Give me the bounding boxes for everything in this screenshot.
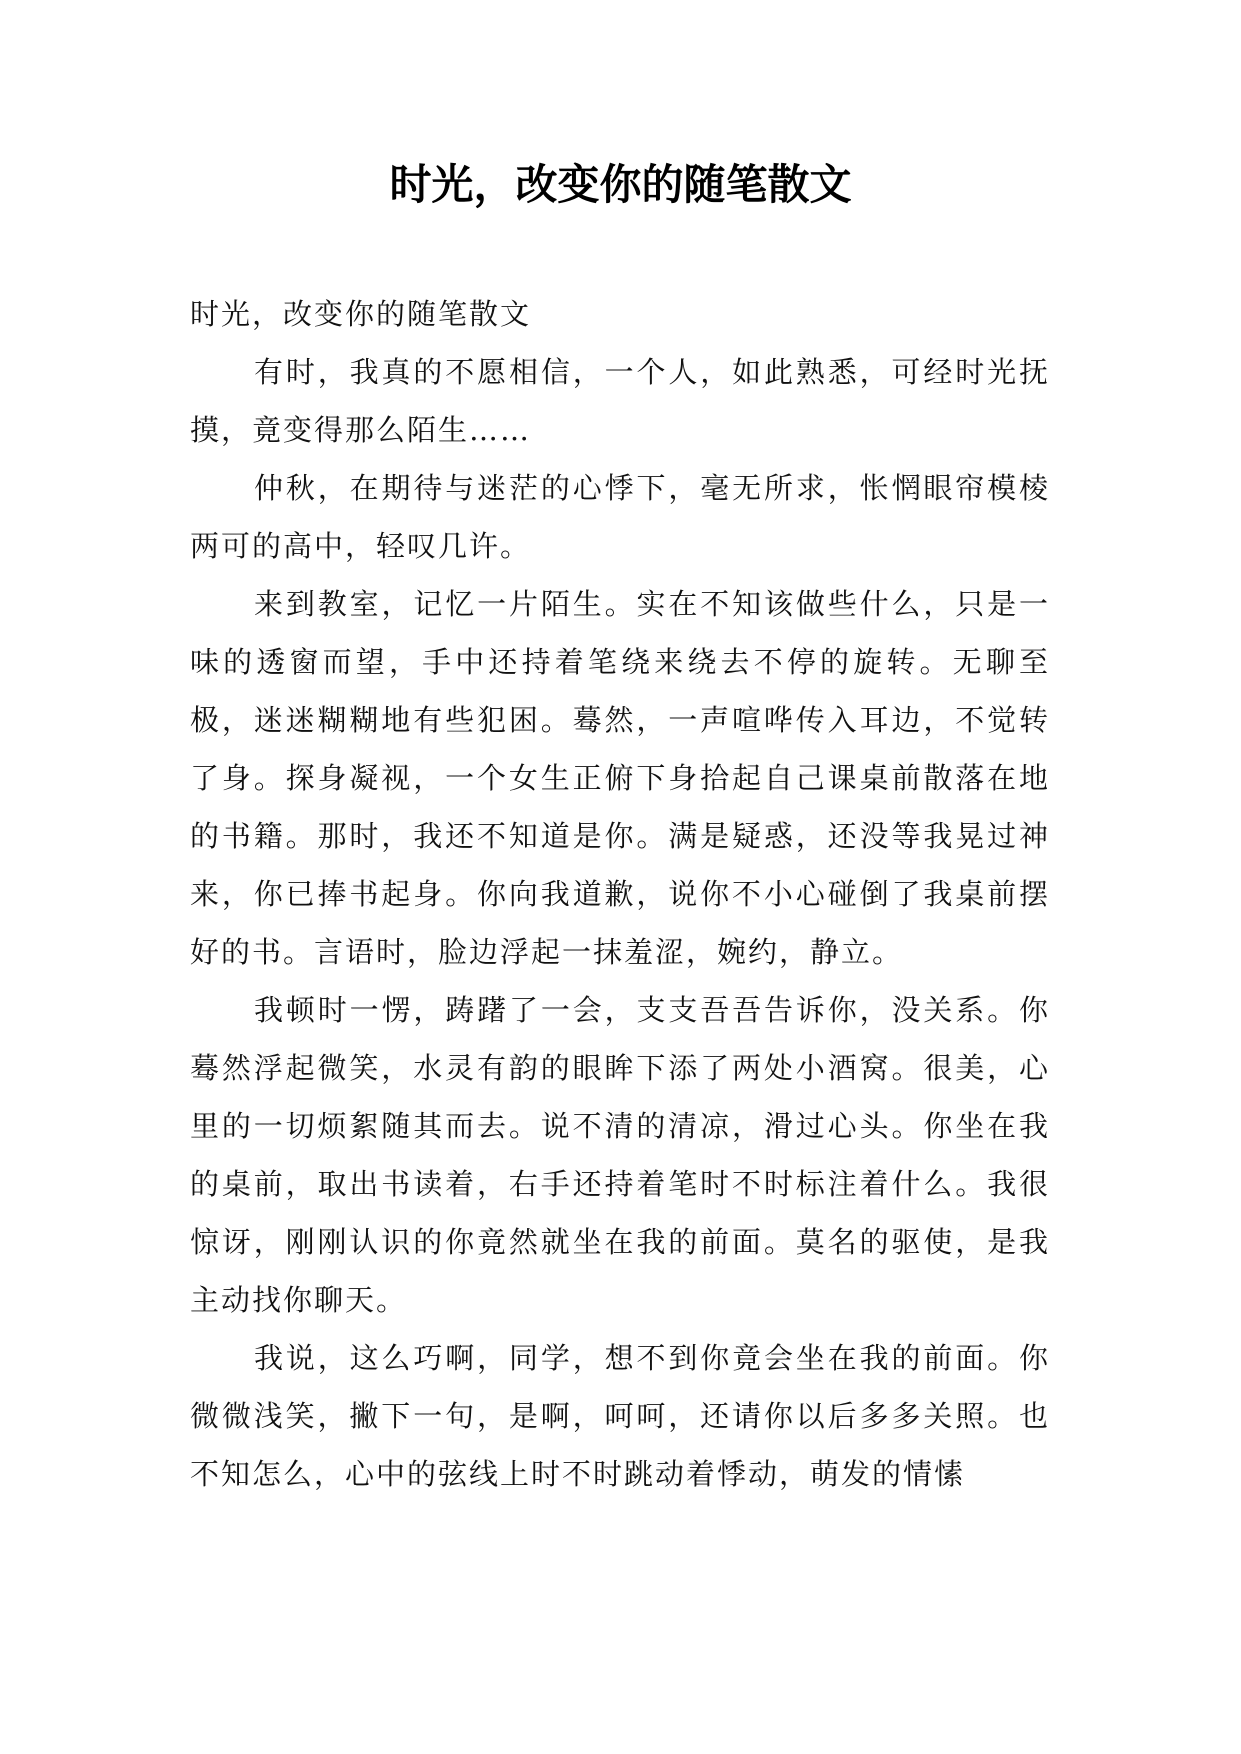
document-body [190,285,1050,1503]
paragraph-3: 来到教室，记忆一片陌生。实在不知该做些什么，只是一味的透窗而望，手中还持着笔绕来绕去不停的旋转。无聊至极，迷迷糊糊地有些犯困。蓦然，一声喧哗传入耳边，不觉转了身。探身凝视，一个女生正俯下身拾起自己课桌前散落在地的书籍。那时，我还不知道是你。满是疑惑，还没等我晃过神来，你已捧书起身。你向我道歉，说你不小心碰倒了我桌前摆好的书。言语时，脸边浮起一抹羞涩，婉约，静立。 [190,587,1050,969]
document-title: 时光，改变你的随笔散文 [389,160,852,209]
document-subtitle: 时光，改变你的随笔散文 [190,297,532,331]
paragraph-5: 我说，这么巧啊，同学，想不到你竟会坐在我的前面。你微微浅笑，撇下一句，是啊，呵呵，还请你以后多多关照。也不知怎么，心中的弦线上时不时跳动着悸动，萌发的情愫 [190,1341,1050,1491]
paragraph-2: 仲秋，在期待与迷茫的心悸下，毫无所求，怅惘眼帘模棱两可的高中，轻叹几许。 [190,471,1050,563]
paragraph-4: 我顿时一愣，踌躇了一会，支支吾吾告诉你，没关系。你蓦然浮起微笑，水灵有韵的眼眸下添了两处小酒窝。很美，心里的一切烦絮随其而去。说不清的清凉，滑过心头。你坐在我的桌前，取出书读着，右手还持着笔时不时标注着什么。我很惊讶，刚刚认识的你竟然就坐在我的前面。莫名的驱使，是我主动找你聊天。 [190,993,1050,1317]
paragraph-1: 有时，我真的不愿相信，一个人，如此熟悉，可经时光抚摸，竟变得那么陌生…… [190,355,1050,447]
